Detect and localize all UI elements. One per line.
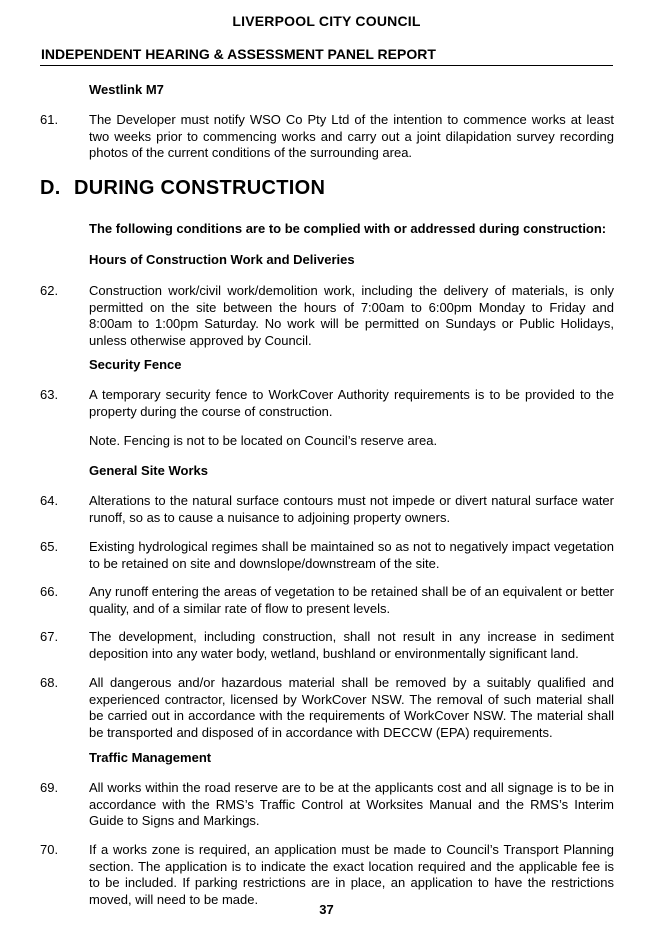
condition-text: The development, including construction, shall not result in any increase in sediment deposition into any water body, wetland, bushland or environmentally significant land. <box>89 629 614 661</box>
condition-number: 67. <box>40 629 59 644</box>
condition-number: 62. <box>40 283 59 298</box>
report-title: INDEPENDENT HEARING & ASSESSMENT PANEL REPORT <box>41 46 436 62</box>
subheading-traffic: Traffic Management <box>89 750 212 765</box>
condition-65 <box>40 539 614 572</box>
condition-66 <box>40 584 614 617</box>
condition-text: All dangerous and/or hazardous material shall be removed by a suitably qualified and experienced contractor, licensed by WorkCover NSW. The removal of such material shall be carried out in accordance with the requirements of WorkCover NSW. The material shall be transported and disposed of in accordance with DECCW (EPA) requirements. <box>89 675 614 740</box>
condition-text: Alterations to the natural surface contours must not impede or divert natural surface water runoff, so as to cause a nuisance to adjoining property owners. <box>89 493 614 525</box>
condition-text: Existing hydrological regimes shall be maintained so as not to negatively impact vegetation to be retained on site and downslope/downstream of the site. <box>89 539 614 571</box>
page-number: 37 <box>319 902 334 917</box>
condition-number: 63. <box>40 387 59 402</box>
condition-number: 64. <box>40 493 59 508</box>
section-heading <box>40 177 325 200</box>
condition-number: 68. <box>40 675 59 690</box>
condition-number: 61. <box>40 112 59 127</box>
section-letter: D. <box>40 177 61 199</box>
condition-69 <box>40 780 614 830</box>
condition-text: A temporary security fence to WorkCover Authority requirements is to be provided to the property during the course of construction. <box>89 387 614 419</box>
condition-number: 65. <box>40 539 59 554</box>
condition-number: 69. <box>40 780 59 795</box>
header-divider <box>40 65 613 66</box>
condition-61 <box>40 112 614 162</box>
subheading-security: Security Fence <box>89 357 182 372</box>
condition-text: The Developer must notify WSO Co Pty Ltd of the intention to commence works at least two weeks prior to commencing works and carry out a joint dilapidation survey recording photos of the current conditions of the surrounding area. <box>89 112 614 160</box>
condition-text: Construction work/civil work/demolition work, including the delivery of materials, is only permitted on the site between the hours of 7:00am to 6:00pm Monday to Friday and 8:00am to 1:00pm Saturday. No work will be permitted on Sundays or Public Holidays, unless otherwise approved by Council. <box>89 283 614 348</box>
condition-number: 66. <box>40 584 59 599</box>
condition-64 <box>40 493 614 526</box>
subheading-westlink: Westlink M7 <box>89 82 164 97</box>
council-name: LIVERPOOL CITY COUNCIL <box>232 13 421 29</box>
section-title: DURING CONSTRUCTION <box>74 177 326 199</box>
condition-number: 70. <box>40 842 59 857</box>
condition-68 <box>40 675 614 741</box>
subheading-general: General Site Works <box>89 463 208 478</box>
condition-text: All works within the road reserve are to be at the applicants cost and all signage is to be in accordance with the RMS’s Traffic Control at Worksites Manual and the RMS’s Interim Guide to Signs and Markings. <box>89 780 614 828</box>
fencing-note: Note. Fencing is not to be located on Council’s reserve area. <box>89 433 438 448</box>
subheading-hours: Hours of Construction Work and Deliveries <box>89 252 355 267</box>
condition-63 <box>40 387 614 420</box>
condition-67 <box>40 629 614 662</box>
section-intro: The following conditions are to be complied with or addressed during construction: <box>89 221 607 236</box>
condition-text: If a works zone is required, an application must be made to Council’s Transport Planning section. The application is to indicate the exact location required and the applicable fee is to be included. If parking restrictions are in place, an application to have the restrictions moved, will need to be made. <box>89 842 614 907</box>
condition-text: Any runoff entering the areas of vegetation to be retained shall be of an equivalent or better quality, and of a similar rate of flow to present levels. <box>89 584 614 616</box>
condition-62 <box>40 283 614 349</box>
condition-70 <box>40 842 614 908</box>
